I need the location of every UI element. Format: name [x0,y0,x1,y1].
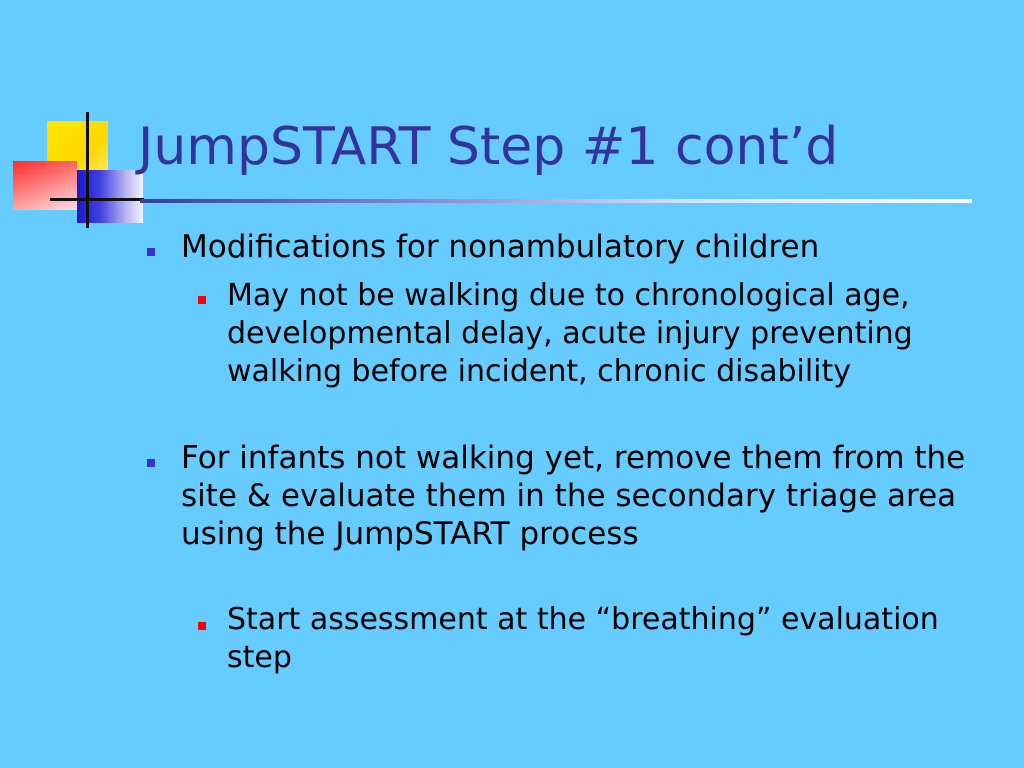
horizontal-line-icon [50,198,144,201]
sub-bullet-item-2-1: Start assessment at the “breathing” evaluation step [227,602,939,675]
bullet-icon [147,459,155,467]
sub-bullet-item-1-1: May not be walking due to chronological age, developmental delay, acute injury preventing walking before incident, chronic disability [227,278,913,389]
bullet-item-2: For infants not walking yet, remove them from the site & evaluate them in the secondary triage area using the JumpSTART process [181,440,966,552]
slide-title: JumpSTART Step #1 cont’d [138,117,839,177]
sub-bullet-icon [198,622,206,630]
red-square-icon [13,161,77,210]
vertical-line-icon [86,112,89,228]
title-underline [140,199,972,203]
bullet-item-1: Modifications for nonambulatory children [181,229,820,265]
bullet-icon [147,248,155,256]
sub-bullet-icon [198,296,206,304]
